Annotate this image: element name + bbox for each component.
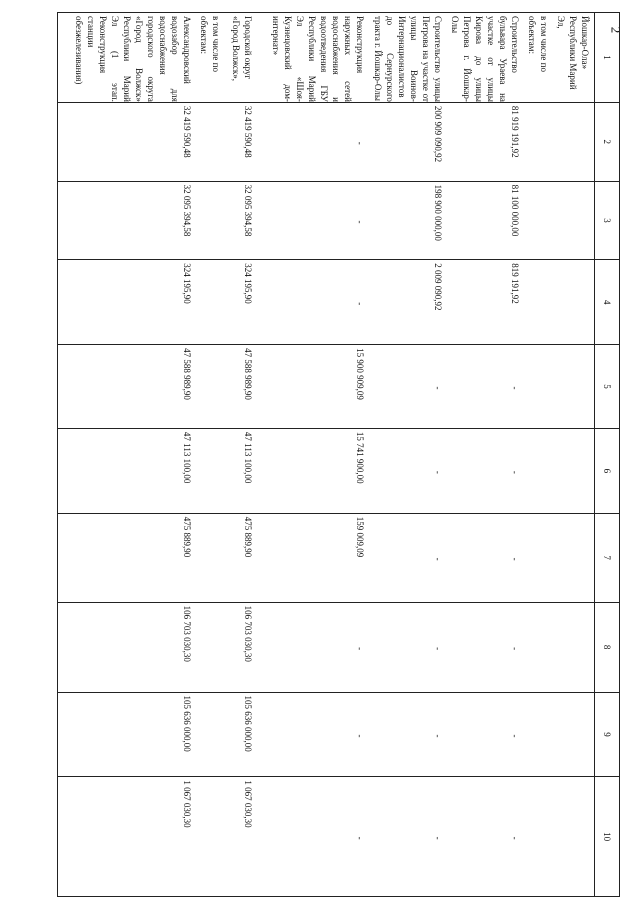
table-cell <box>553 428 595 513</box>
table-cell: - <box>369 428 447 513</box>
table-cell <box>524 692 553 777</box>
table-row <box>58 13 196 897</box>
table-cell: 2 009 090,92 <box>369 260 447 345</box>
table-cell <box>196 513 225 602</box>
table-row <box>225 13 257 897</box>
table-cell <box>553 602 595 692</box>
table-cell: - <box>447 345 524 429</box>
table-row <box>369 13 447 897</box>
table-cell: 32 419 590,48 <box>58 102 196 181</box>
table-cell: 819 191,92 <box>447 260 524 345</box>
table-cell <box>524 345 553 429</box>
table-cell: - <box>369 777 447 897</box>
table-cell: - <box>447 692 524 777</box>
table-cell: 105 636 000,00 <box>58 692 196 777</box>
table-cell: 47 588 989,90 <box>225 345 257 429</box>
table-cell <box>553 513 595 602</box>
table-cell: - <box>257 181 369 260</box>
table-cell: 15 900 909,09 <box>257 345 369 429</box>
table-cell <box>196 345 225 429</box>
row-name: Строительство бульвара Ураева на участке от улицы Кирова до улицы Петрова г. Йошкар-Олы <box>447 13 524 103</box>
table-cell <box>196 181 225 260</box>
rotated-table-container <box>74 12 620 897</box>
table-cell <box>524 513 553 602</box>
table-row <box>524 13 553 897</box>
page-number: 2 <box>608 26 624 34</box>
table-cell: - <box>447 602 524 692</box>
table-cell: 475 889,90 <box>58 513 196 602</box>
table-cell <box>553 102 595 181</box>
table-cell: 32 419 590,48 <box>225 102 257 181</box>
column-header: 6 <box>595 428 620 513</box>
table-cell <box>196 777 225 897</box>
table-cell: 81 100 000,00 <box>447 181 524 260</box>
table-cell <box>524 102 553 181</box>
table-cell: 47 113 100,00 <box>58 428 196 513</box>
row-name: Йошкар-Ола» Республики Марий Эл, <box>553 13 595 103</box>
table-cell <box>196 428 225 513</box>
table-cell: - <box>257 692 369 777</box>
header-row <box>595 13 620 897</box>
table-cell: 1 067 030,30 <box>58 777 196 897</box>
table-cell <box>524 181 553 260</box>
table-cell: 324 195,90 <box>225 260 257 345</box>
table-row <box>257 13 369 897</box>
table-cell <box>553 777 595 897</box>
column-header: 10 <box>595 777 620 897</box>
table-cell <box>196 102 225 181</box>
table-cell <box>524 428 553 513</box>
table-cell <box>524 602 553 692</box>
table-cell: - <box>257 777 369 897</box>
table-cell: - <box>447 777 524 897</box>
table-cell: 32 095 394,58 <box>225 181 257 260</box>
table-cell: 106 703 030,30 <box>225 602 257 692</box>
table-cell: 47 588 989,90 <box>58 345 196 429</box>
table-cell: 200 909 090,92 <box>369 102 447 181</box>
table-cell <box>196 692 225 777</box>
table-cell: - <box>447 513 524 602</box>
table-row <box>447 13 524 897</box>
table-cell: 105 636 000,00 <box>225 692 257 777</box>
row-name: Строительство улицы Петрова на участке от улицы Воинов-Интернационалистов до Сернурского тракта г. Йошкар-Олы <box>369 13 447 103</box>
table-cell <box>553 692 595 777</box>
table-cell: 324 195,90 <box>58 260 196 345</box>
table-cell: - <box>369 692 447 777</box>
table-cell: 475 889,90 <box>225 513 257 602</box>
table-cell <box>196 602 225 692</box>
table-cell <box>524 777 553 897</box>
table-cell: 106 703 030,30 <box>58 602 196 692</box>
table-cell: - <box>257 260 369 345</box>
table-cell: - <box>369 602 447 692</box>
table-cell <box>196 260 225 345</box>
table-cell: - <box>257 602 369 692</box>
table-cell: 15 741 900,00 <box>257 428 369 513</box>
table-cell: - <box>447 428 524 513</box>
table-cell: 32 095 394,58 <box>58 181 196 260</box>
column-header: 7 <box>595 513 620 602</box>
table-cell <box>553 181 595 260</box>
table-cell <box>553 260 595 345</box>
column-header: 4 <box>595 260 620 345</box>
table-cell <box>553 345 595 429</box>
column-header: 1 <box>595 13 620 103</box>
table-row <box>196 13 225 897</box>
table-cell <box>524 260 553 345</box>
table-cell: 47 113 100,00 <box>225 428 257 513</box>
financing-table <box>58 12 624 897</box>
column-header: 8 <box>595 602 620 692</box>
column-header: 5 <box>595 345 620 429</box>
table-row <box>553 13 595 897</box>
row-name: Реконструкция наружных сетей водоснабжения и водоотведения ГБУ Республики Марий Эл «Шоя-Кузнецовский дом-интернат» <box>257 13 369 103</box>
table-cell: 159 009,09 <box>257 513 369 602</box>
table-cell: 1 067 030,30 <box>225 777 257 897</box>
table-cell: - <box>369 345 447 429</box>
row-name: в том числе по объектам: <box>524 13 553 103</box>
column-header: 3 <box>595 181 620 260</box>
row-name: Александровский водозабор для водоснабжения городского округа «Город Волжск» Республики Марий Эл (1 этап. Реконструкция станции обезжелезивания) <box>58 13 196 103</box>
column-header: 9 <box>595 692 620 777</box>
column-header: 2 <box>595 102 620 181</box>
table-cell: - <box>369 513 447 602</box>
table-cell: - <box>257 102 369 181</box>
table-cell: 81 919 191,92 <box>447 102 524 181</box>
row-name: Городской округ «Город Волжск», <box>225 13 257 103</box>
table-cell: 198 900 000,00 <box>369 181 447 260</box>
row-name: в том числе по объектам: <box>196 13 225 103</box>
